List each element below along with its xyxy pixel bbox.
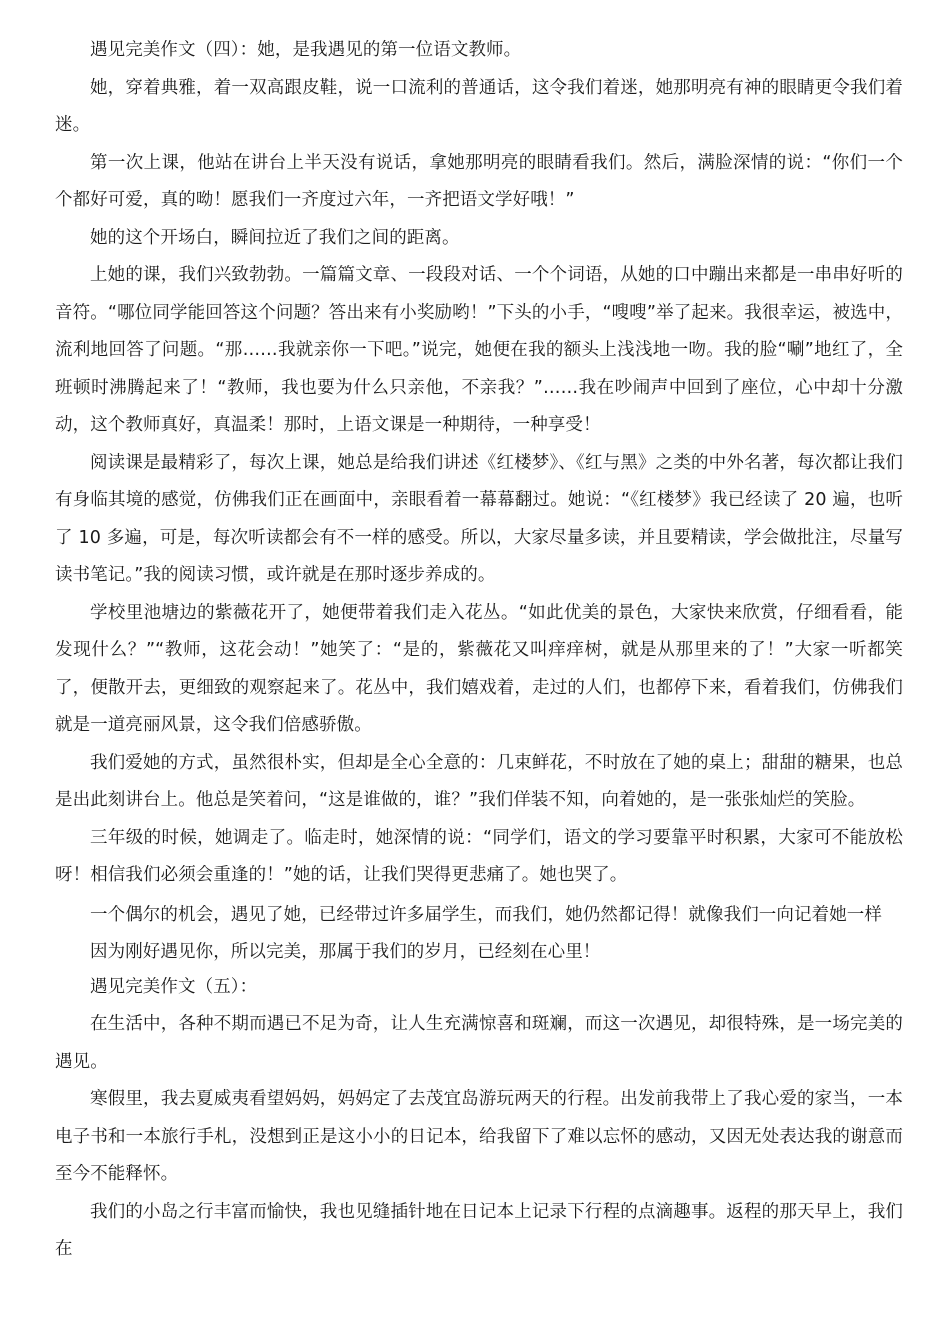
paragraph-essay-4-title: 遇见完美作文（四）：她，是我遇见的第一位语文教师。 [90, 40, 522, 60]
paragraph: 我们爱她的方式，虽然很朴实，但却是全心全意的：几束鲜花，不时放在了她的桌上；甜甜的糖果，也总是出此刻讲台上。他总是笑着问，“这是谁做的，谁？”我们佯装不知，向着她的，是一张张灿烂的笑脸。 [55, 752, 903, 810]
paragraph: 她，穿着典雅，着一双高跟皮鞋，说一口流利的普通话，这令我们着迷，她那明亮有神的眼睛更令我们着迷。 [55, 77, 903, 135]
paragraph: 她的这个开场白，瞬间拉近了我们之间的距离。 [90, 227, 460, 248]
paragraph: 上她的课，我们兴致勃勃。一篇篇文章、一段段对话、一个个词语，从她的口中蹦出来都是一串串好听的音符。“哪位同学能回答这个问题？答出来有小奖励哟！”下头的小手，“嗖嗖”举了起来。我很幸运，被选中，流利地回答了问题。“那……我就亲你一下吧。”说完，她便在我的额头上浅浅地一吻。我的脸“唰”地红了，全班顿时沸腾起来了！“教师，我也要为什么只亲他，不亲我？”……我在吵闹声中回到了座位，心中却十分激动，这个教师真好，真温柔！那时，上语文课是一种期待，一种享受！ [55, 265, 903, 435]
paragraph: 三年级的时候，她调走了。临走时，她深情的说：“同学们，语文的学习要靠平时积累，大家可不能放松呀！相信我们必须会重逢的！”她的话，让我们哭得更悲痛了。她也哭了。 [55, 827, 903, 885]
paragraph: 第一次上课，他站在讲台上半天没有说话，拿她那明亮的眼睛看我们。然后，满脸深情的说：“你们一个个都好可爱，真的呦！愿我们一齐度过六年，一齐把语文学好哦！” [55, 152, 903, 210]
paragraph: 一个偶尔的机会，遇见了她，已经带过许多届学生，而我们，她仍然都记得！就像我们一向记着她一样 [90, 904, 882, 925]
paragraph: 因为刚好遇见你，所以完美，那属于我们的岁月，已经刻在心里！ [90, 941, 601, 962]
paragraph: 阅读课是最精彩了，每次上课，她总是给我们讲述《红楼梦》、《红与黑》之类的中外名著，每次都让我们有身临其境的感觉，仿佛我们正在画面中，亲眼看着一幕幕翻过。她说：“《红楼梦》我已经读了 20 遍，也听了 10 多遍，可是，每次听读都会有不一样的感受。所以，大家尽量多读，并且要精读，学会做批注，尽量写读书笔记。”我的阅读习惯，或许就是在那时逐步养成的。 [55, 452, 903, 585]
paragraph: 寒假里，我去夏威夷看望妈妈，妈妈定了去茂宜岛游玩两天的行程。出发前我带上了我心爱的家当，一本电子书和一本旅行手札，没想到正是这小小的日记本，给我留下了难以忘怀的感动，又因无处表达我的谢意而至今不能释怀。 [55, 1089, 903, 1184]
paragraph-essay-5-title: 遇见完美作文（五）： [90, 976, 258, 997]
paragraph: 在生活中，各种不期而遇已不足为奇，让人生充满惊喜和斑斓，而这一次遇见，却很特殊，是一场完美的遇见。 [55, 1014, 903, 1072]
document-body [55, 32, 903, 1269]
paragraph: 我们的小岛之行丰富而愉快，我也见缝插针地在日记本上记录下行程的点滴趣事。返程的那天早上，我们在 [55, 1201, 903, 1259]
paragraph: 学校里池塘边的紫薇花开了，她便带着我们走入花丛。“如此优美的景色，大家快来欣赏，仔细看看，能发现什么？”“教师，这花会动！”她笑了：“是的，紫薇花又叫痒痒树，就是从那里来的了！”大家一听都笑了，便散开去，更细致的观察起来了。花丛中，我们嬉戏着，走过的人们，也都停下来，看着我们，仿佛我们就是一道亮丽风景，这令我们倍感骄傲。 [55, 602, 903, 735]
